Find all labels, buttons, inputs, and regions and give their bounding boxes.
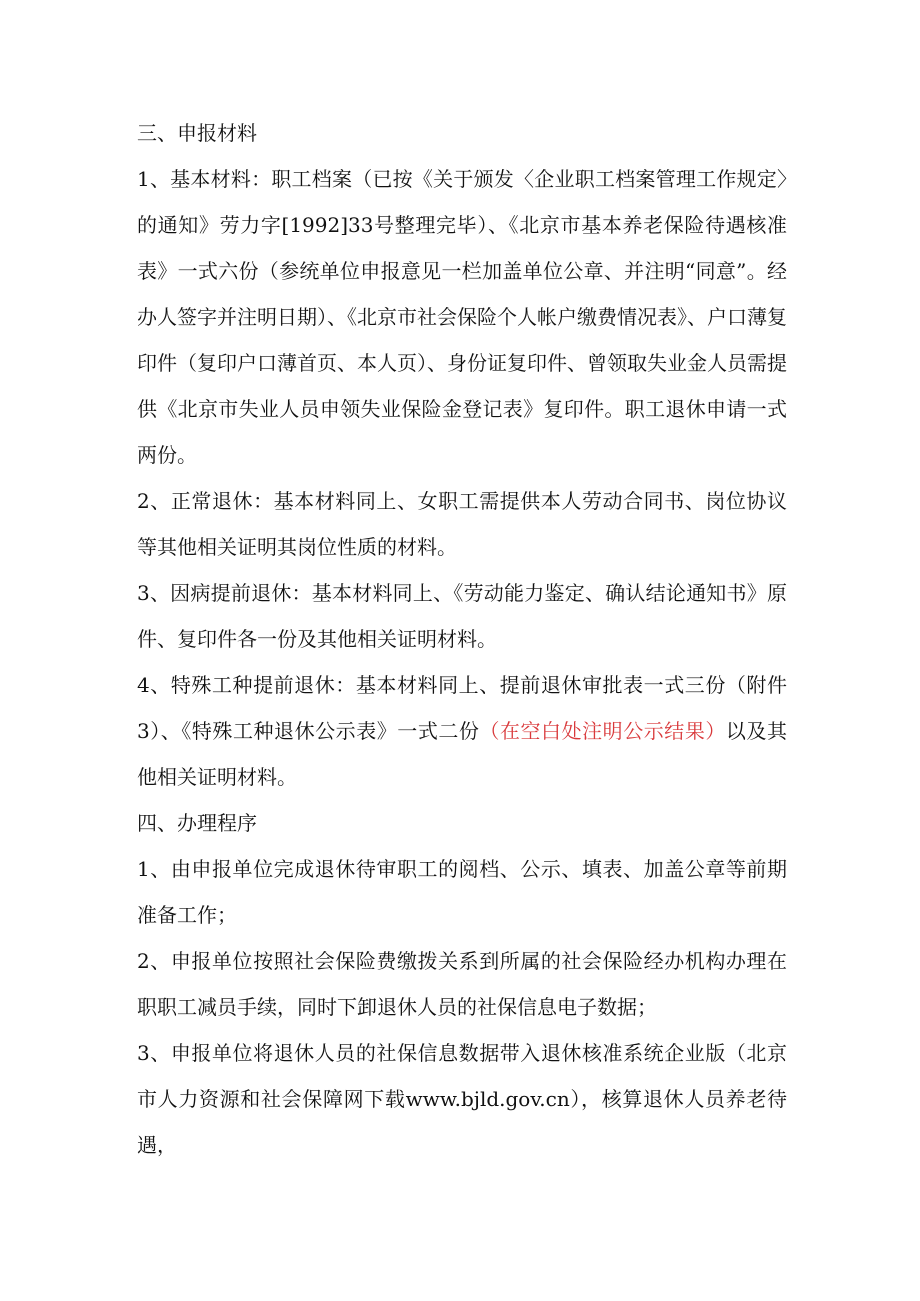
paragraph-illness-early-retirement: 3、因病提前退休：基本材料同上、《劳动能力鉴定、确认结论通知书》原件、复印件各一份及其他相关证明材料。 [137,581,787,651]
special-job-text-end: 以及其他相关证明材料。 [137,719,788,789]
paragraph-procedure-step-3: 3、申报单位将退休人员的社保信息数据带入退休核准系统企业版（北京市人力资源和社会保障网下载www.bjld.gov.cn），核算退休人员养老待遇， [137,1041,787,1157]
special-job-text-start: 4、特殊工种提前退休：基本材料同上、提前退休审批表一式三份（附件3）、《特殊工种退休公示表》一式二份 [137,673,787,743]
paragraph-procedure-step-1: 1、由申报单位完成退休待审职工的阅档、公示、填表、加盖公章等前期准备工作； [137,857,787,927]
paragraph-normal-retirement: 2、正常退休：基本材料同上、女职工需提供本人劳动合同书、岗位协议等其他相关证明其岗位性质的材料。 [137,489,787,559]
publicity-result-note: （在空白处注明公示结果） [479,719,726,743]
section-heading-application-materials: 三、申报材料 [137,121,257,145]
paragraph-special-job-early-retirement [137,662,787,800]
section-heading-procedure: 四、办理程序 [137,811,257,835]
paragraph-basic-materials: 1、基本材料：职工档案（已按《关于颁发〈企业职工档案管理工作规定〉的通知》劳力字[1992]33号整理完毕）、《北京市基本养老保险待遇核准表》一式六份（参统单位申报意见一栏加盖单位公章、并注明“同意”。经办人签字并注明日期）、《北京市社会保险个人帐户缴费情况表》、户口薄复印件（复印户口薄首页、本人页）、身份证复印件、曾领取失业金人员需提供《北京市失业人员申领失业保险金登记表》复印件。职工退休申请一式两份。 [137,167,787,467]
paragraph-procedure-step-2: 2、申报单位按照社会保险费缴拨关系到所属的社会保险经办机构办理在职职工减员手续，同时下卸退休人员的社保信息电子数据； [137,949,787,1019]
document-content [137,110,787,1168]
